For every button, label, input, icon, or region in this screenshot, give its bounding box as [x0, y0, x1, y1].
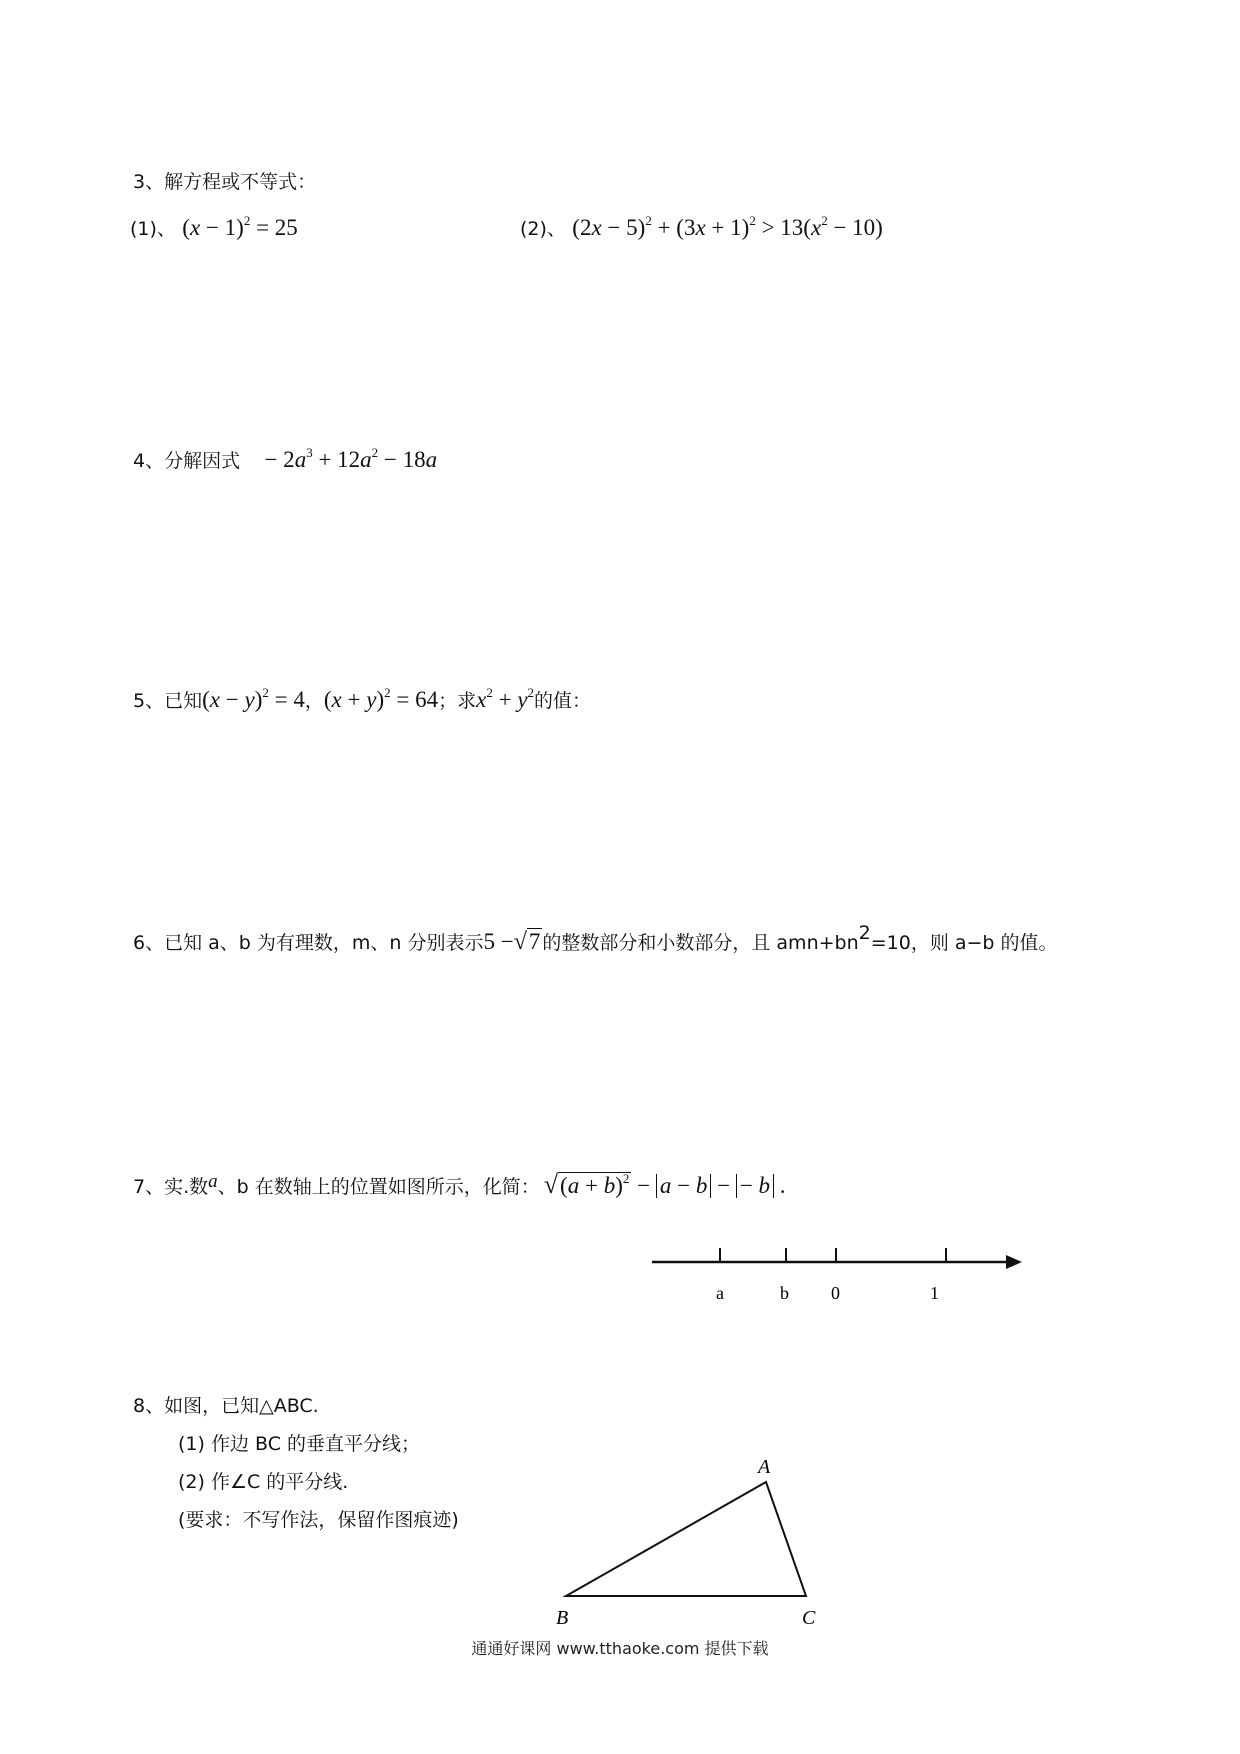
q6-expr-num: 5 −: [483, 929, 514, 954]
q4-title: 4、分解因式: [133, 450, 241, 472]
vertex-b-label: B: [556, 1607, 569, 1629]
q5-eq1: $(x - y)^2 = 4$: [202, 685, 305, 712]
q6-tail: =10，则 a−b 的值。: [870, 932, 1058, 954]
q7-expression: $√(a + b)^2 - a - b$ − − b .: [543, 1170, 786, 1199]
q3-part2-tail: − 10): [833, 215, 883, 240]
q5-eq2-rhs: = 64: [396, 687, 439, 712]
number-line: [650, 1236, 1040, 1306]
q8-title: 8、如图，已知△ABC.: [133, 1395, 319, 1417]
q5: [133, 686, 591, 715]
q3-part1-rhs: = 25: [256, 215, 298, 240]
q8-note: (要求：不写作法，保留作图痕迹): [178, 1509, 459, 1531]
q8-item2: (2) 作∠C 的平分线.: [178, 1471, 349, 1493]
vertex-c-label: C: [802, 1607, 816, 1629]
q6-prefix: 6、已知 a、b 为有理数，m、n 分别表示: [133, 932, 484, 954]
q7-prefix: 7、实.数: [133, 1176, 209, 1198]
vertex-a-label: A: [758, 1456, 771, 1478]
triangle-abc: [540, 1450, 840, 1630]
q5-target: $x^2 + y^2$: [476, 685, 535, 712]
q5-prefix: 5、已知: [133, 690, 203, 712]
label-b: b: [780, 1283, 789, 1303]
q7-middle: 、b 在数轴上的位置如图所示，化简：: [217, 1176, 540, 1198]
q5-eq1-rhs: = 4: [274, 687, 305, 712]
q3-part2-coef: 13: [780, 215, 804, 240]
label-1: 1: [930, 1283, 939, 1303]
q5-suffix: 的值：: [534, 690, 592, 712]
label-a: a: [716, 1283, 724, 1303]
q3-part1: [130, 214, 298, 243]
q6-expr-radicand: 7: [528, 929, 541, 954]
q3-part1-equation: $(x - 1)^2 = 25$: [182, 213, 298, 240]
label-0: 0: [831, 1283, 840, 1303]
q5-eq2: $(x + y)^2 = 64$: [323, 685, 439, 712]
q7-var-a: a: [208, 1171, 218, 1192]
q3-part2-inequality: $(2x - 5)^2 + (3x + 1)^2 > 13(x^2 - 10)$: [572, 213, 883, 240]
number-line-arrow: [1006, 1255, 1022, 1269]
q4-expression: − $2a^3 + 12a^2 - 18a$: [264, 445, 438, 472]
footer-watermark: 通通好课网 www.tthaoke.com 提供下载: [471, 1639, 769, 1658]
q5-mid: ；求: [438, 690, 477, 712]
q3-part1-label: (1)、: [130, 218, 176, 240]
q6-middle: 的整数部分和小数部分，且 amn+bn: [542, 932, 859, 954]
q3-title: 3、解方程或不等式：: [133, 171, 317, 193]
q5-separator: ，: [304, 690, 324, 712]
q3-part2-label: (2)、: [520, 218, 566, 240]
q8-item1: (1) 作边 BC 的垂直平分线；: [178, 1433, 421, 1455]
triangle-outline: [566, 1482, 806, 1596]
q6: 6、已知 a、b 为有理数，m、n 分别表示5 −√7 的整数部分和小数部分，且 $amn+bn^2=10$，则 a−b 的值。: [133, 922, 1058, 955]
q6-expression: 5 −√7: [483, 929, 541, 955]
q4: [133, 446, 437, 475]
q7: [133, 1168, 786, 1201]
q3-part2: [520, 214, 883, 243]
